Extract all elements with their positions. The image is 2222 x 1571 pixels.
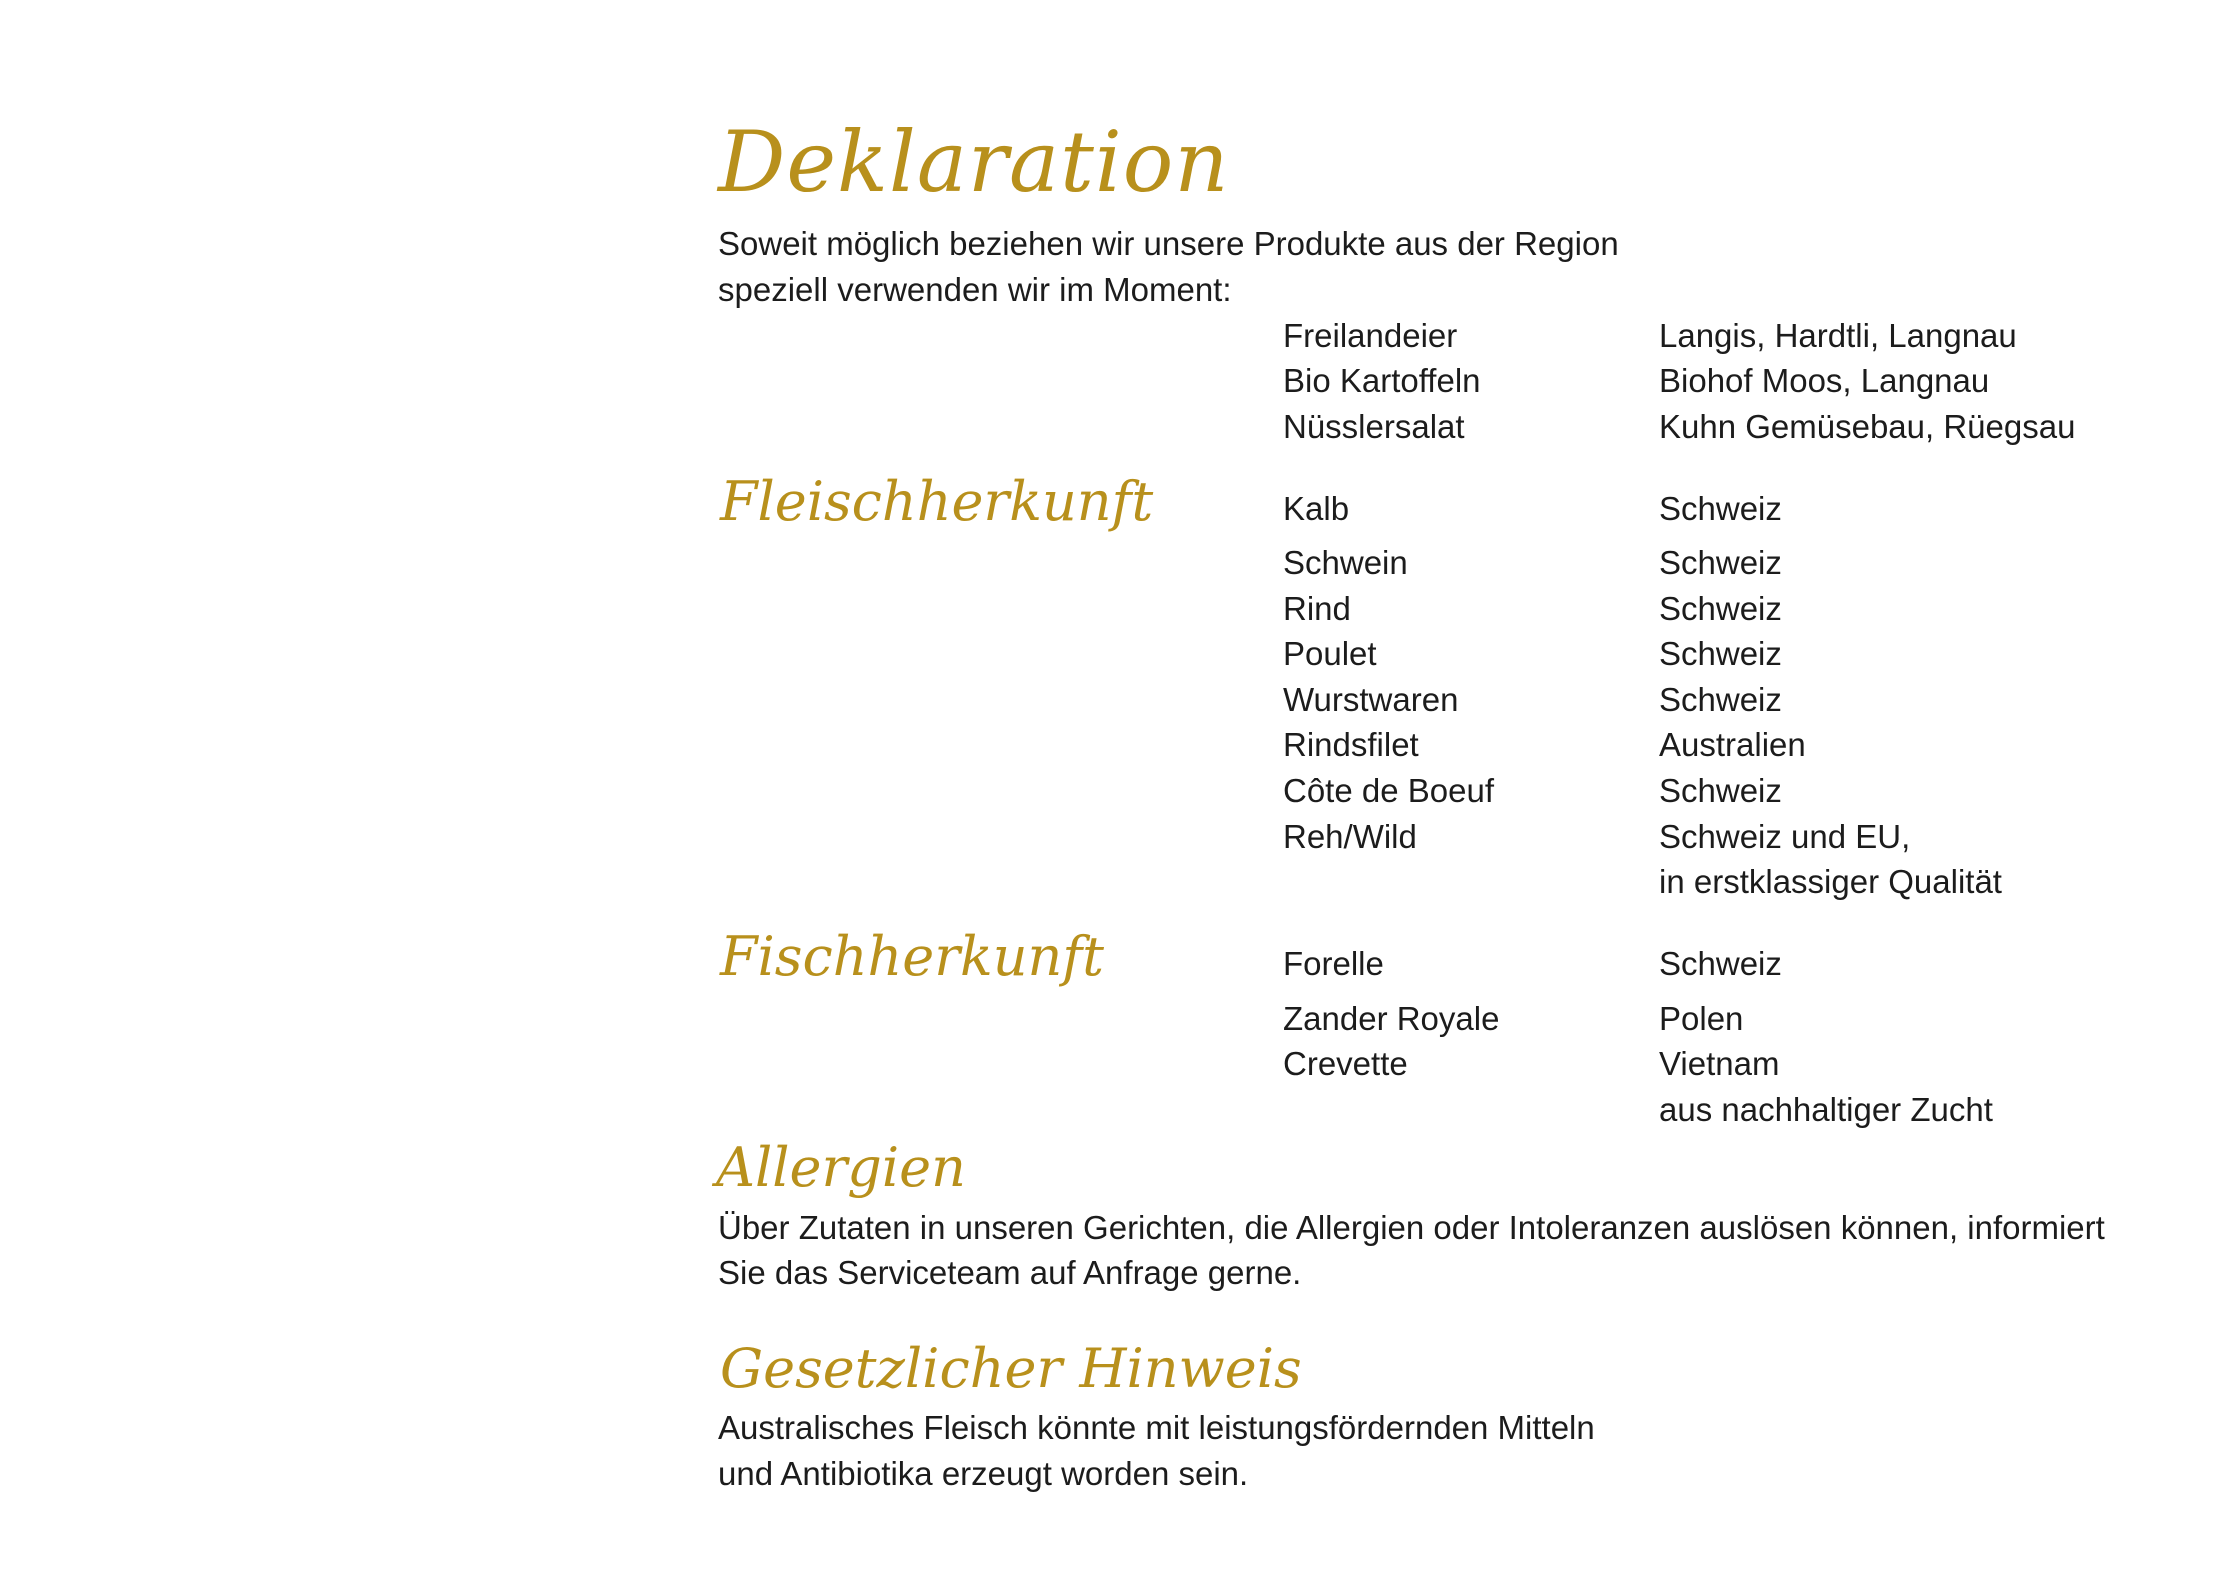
deklaration-source: Kuhn Gemüsebau, Rüegsau	[1659, 408, 2076, 445]
fish-origin: Schweiz	[1659, 945, 1782, 982]
fish-origin: Polen	[1659, 1000, 1744, 1037]
meat-origin: Schweiz	[1659, 590, 1782, 627]
deklaration-product: Freilandeier	[1283, 317, 1458, 354]
deklaration-intro-line2: speziell verwenden wir im Moment:	[718, 271, 1232, 308]
meat-origin: Schweiz	[1659, 544, 1782, 581]
allergien-text-line2: Sie das Serviceteam auf Anfrage gerne.	[718, 1254, 1302, 1291]
fish-product: Crevette	[1283, 1045, 1408, 1082]
meat-origin: Schweiz und EU,	[1659, 818, 1911, 855]
meat-product: Schwein	[1283, 544, 1408, 581]
meat-product: Côte de Boeuf	[1283, 772, 1494, 809]
meat-quality-note: in erstklassiger Qualität	[1659, 863, 2002, 900]
fischherkunft-heading: Fischherkunft	[720, 925, 1104, 988]
meat-origin: Schweiz	[1659, 772, 1782, 809]
meat-origin: Schweiz	[1659, 635, 1782, 672]
meat-product: Rindsfilet	[1283, 726, 1419, 763]
gesetzlicher-hinweis-heading: Gesetzlicher Hinweis	[720, 1337, 1302, 1400]
fish-product: Forelle	[1283, 945, 1384, 982]
deklaration-product: Nüsslersalat	[1283, 408, 1465, 445]
deklaration-intro-line1: Soweit möglich beziehen wir unsere Produkte aus der Region	[718, 225, 1619, 262]
meat-product: Rind	[1283, 590, 1351, 627]
deklaration-source: Langis, Hardtli, Langnau	[1659, 317, 2017, 354]
allergien-text-line1: Über Zutaten in unseren Gerichten, die Allergien oder Intoleranzen auslösen können, informiert	[718, 1209, 2105, 1246]
fleischherkunft-heading: Fleischherkunft	[720, 470, 1154, 533]
meat-origin: Schweiz	[1659, 681, 1782, 718]
meat-product: Poulet	[1283, 635, 1377, 672]
meat-origin: Australien	[1659, 726, 1806, 763]
fish-origin: Vietnam	[1659, 1045, 1780, 1082]
hinweis-text-line1: Australisches Fleisch könnte mit leistungsfördernden Mitteln	[718, 1409, 1595, 1446]
hinweis-text-line2: und Antibiotika erzeugt worden sein.	[718, 1455, 1249, 1492]
meat-origin: Schweiz	[1659, 490, 1782, 527]
meat-product: Wurstwaren	[1283, 681, 1459, 718]
allergien-heading: Allergien	[716, 1136, 966, 1199]
meat-product: Reh/Wild	[1283, 818, 1417, 855]
meat-product: Kalb	[1283, 490, 1350, 527]
fish-sustainability-note: aus nachhaltiger Zucht	[1659, 1091, 1993, 1128]
deklaration-heading: Deklaration	[718, 113, 1230, 211]
fish-product: Zander Royale	[1283, 1000, 1500, 1037]
deklaration-product: Bio Kartoffeln	[1283, 362, 1481, 399]
deklaration-source: Biohof Moos, Langnau	[1659, 362, 1990, 399]
